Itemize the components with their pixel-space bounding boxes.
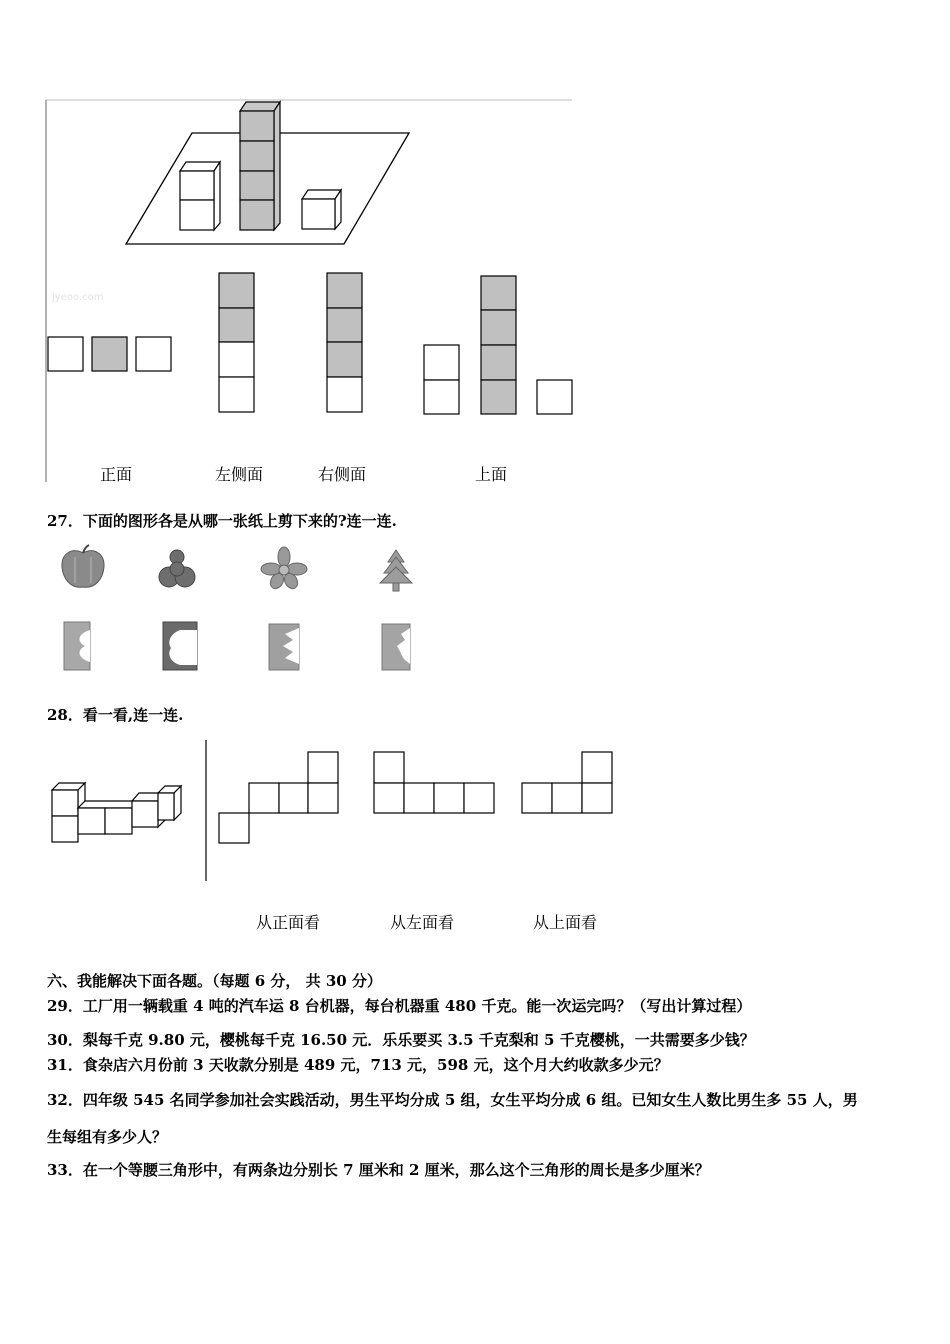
paper-cut-3 — [269, 624, 299, 670]
gourd-shape — [159, 550, 195, 587]
question-32: 32．四年级 545 名同学参加社会实践活动，男生平均分成 5 组，女生平均分成 6 组。已知女生人数比男生多 55 人，男 — [47, 1091, 858, 1109]
front-view-drawing — [48, 337, 171, 371]
view-label-front: 正面 — [100, 465, 133, 484]
right-single-cube — [302, 190, 341, 229]
q28-figure — [48, 738, 628, 888]
tree-shape — [380, 550, 412, 591]
question-31: 31．食杂店六月份前 3 天收款分别是 489 元，713 元，598 元，这个月大约收款多少元？ — [47, 1056, 669, 1074]
cut-shapes-row — [55, 545, 455, 595]
view-option-1 — [219, 752, 338, 843]
watermark: jyeoo.com — [52, 292, 104, 303]
block-arrangement — [52, 783, 181, 842]
left-cube-stack — [180, 162, 220, 230]
paper-cuts-row — [55, 620, 455, 680]
question-29: 29．工厂用一辆载重 4 吨的汽车运 8 台机器，每台机器重 480 千克。能一次运完吗？（写出计算过程） — [47, 997, 752, 1015]
view-option-3 — [522, 752, 612, 813]
top-view-drawing — [424, 276, 572, 414]
view-label-top: 上面 — [475, 465, 508, 484]
left-side-view-drawing — [219, 273, 254, 412]
paper-cut-1 — [64, 622, 90, 670]
question-30: 30．梨每千克 9.80 元，樱桃每千克 16.50 元．乐乐要买 3.5 千克梨和 5 千克樱桃，一共需要多少钱？ — [47, 1031, 755, 1049]
question-27: 27．下面的图形各是从哪一张纸上剪下来的?连一连. — [47, 512, 397, 530]
center-cube-tower — [240, 102, 280, 230]
question-28: 28．看一看,连一连. — [47, 706, 184, 724]
view-option-2 — [374, 752, 494, 813]
flower-shape — [261, 547, 307, 591]
view-label-right-side: 右侧面 — [318, 465, 367, 484]
view-label-left-side: 左侧面 — [215, 465, 264, 484]
apple-shape — [62, 545, 104, 587]
paper-cut-2 — [163, 622, 197, 670]
view-label-from-left: 从左面看 — [390, 913, 455, 932]
question-32-continued: 生每组有多少人？ — [47, 1128, 168, 1146]
view-label-from-front: 从正面看 — [256, 913, 321, 932]
section-6-heading: 六、我能解决下面各题。（每题 6 分， 共 30 分） — [47, 972, 382, 990]
cube-arrangement-figure — [44, 96, 574, 486]
right-side-view-drawing — [327, 273, 362, 412]
question-33: 33．在一个等腰三角形中，有两条边分别长 7 厘米和 2 厘米，那么这个三角形的周长是多少厘米？ — [47, 1161, 710, 1179]
paper-cut-4 — [382, 624, 410, 670]
view-label-from-top: 从上面看 — [533, 913, 598, 932]
